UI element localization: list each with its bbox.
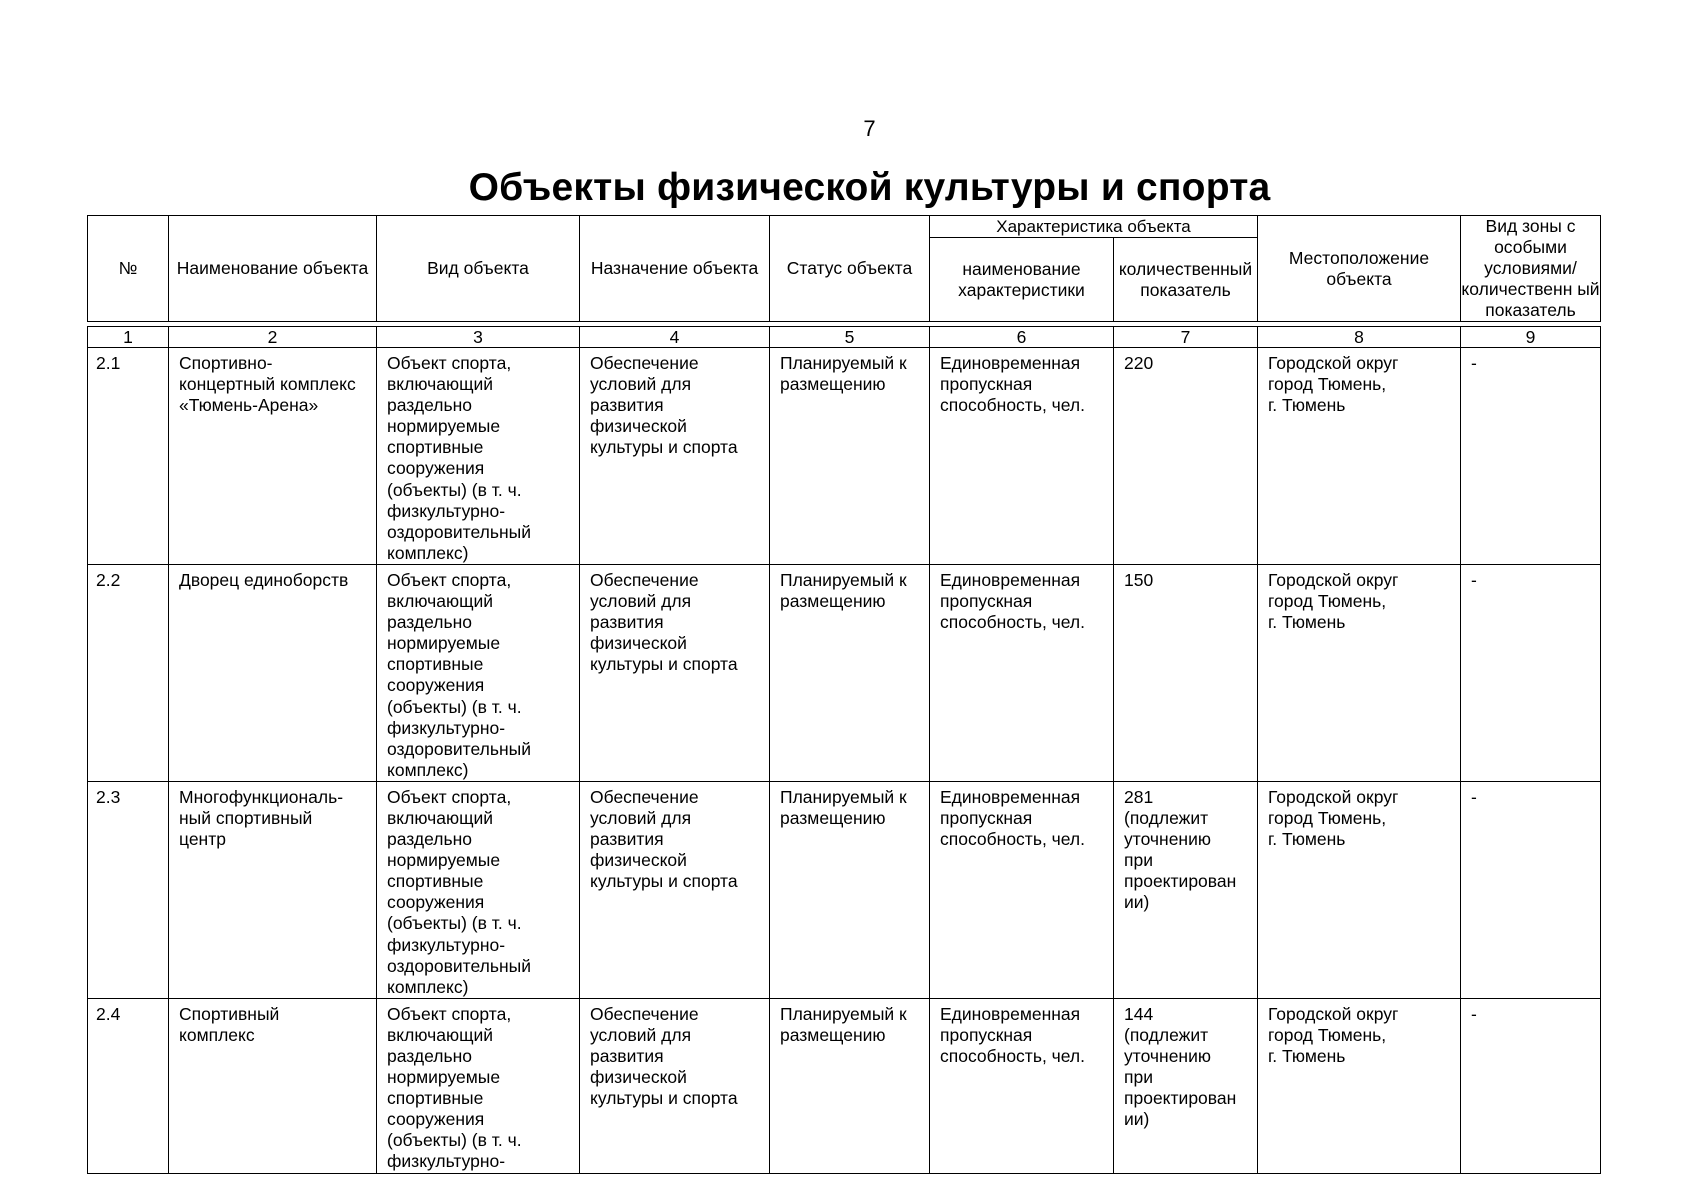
cell-char-name: Единовременная пропускная способность, чел. — [930, 564, 1114, 781]
table-header — [87, 215, 1601, 322]
cell-name: Многофункциональ- ный спортивный центр — [169, 781, 377, 998]
cell-location: Городской округ город Тюмень, г. Тюмень — [1258, 564, 1461, 781]
column-number: 2 — [169, 327, 377, 348]
cell-location: Городской округ город Тюмень, г. Тюмень — [1258, 348, 1461, 565]
column-number-row — [88, 327, 1601, 348]
cell-zone: - — [1461, 781, 1601, 998]
cell-status: Планируемый к размещению — [770, 348, 930, 565]
table-body — [87, 326, 1601, 1174]
header-characteristic: Характеристика объекта — [930, 216, 1258, 238]
cell-name: Спортивный комплекс — [169, 998, 377, 1173]
cell-char-value: 220 — [1114, 348, 1258, 565]
document-title: Объекты физической культуры и спорта — [468, 166, 1271, 209]
cell-name: Спортивно- концертный комплекс «Тюмень-Арена» — [169, 348, 377, 565]
cell-status: Планируемый к размещению — [770, 781, 930, 998]
cell-char-value: 144 (подлежит уточнению при проектирован ии) — [1114, 998, 1258, 1173]
cell-purpose: Обеспечение условий для развития физической культуры и спорта — [580, 348, 770, 565]
header-zone: Вид зоны с особыми условиями/ количественн ый показатель — [1461, 216, 1600, 320]
cell-type: Объект спорта, включающий раздельно нормируемые спортивные сооружения (объекты) (в т. ч. физкультурно- — [377, 998, 580, 1173]
cell-char-name: Единовременная пропускная способность, чел. — [930, 781, 1114, 998]
column-number: 8 — [1258, 327, 1461, 348]
cell-char-value: 281 (подлежит уточнению при проектирован ии) — [1114, 781, 1258, 998]
column-number: 4 — [580, 327, 770, 348]
table-row — [88, 564, 1601, 781]
cell-zone: - — [1461, 564, 1601, 781]
cell-name: Дворец единоборств — [169, 564, 377, 781]
cell-purpose: Обеспечение условий для развития физической культуры и спорта — [580, 564, 770, 781]
column-number: 5 — [770, 327, 930, 348]
cell-no: 2.4 — [88, 998, 169, 1173]
page-number: 7 — [863, 116, 876, 141]
header-char-value: количественный показатель — [1114, 238, 1258, 322]
cell-char-name: Единовременная пропускная способность, чел. — [930, 998, 1114, 1173]
table-row — [88, 781, 1601, 998]
cell-char-value: 150 — [1114, 564, 1258, 781]
cell-location: Городской округ город Тюмень, г. Тюмень — [1258, 998, 1461, 1173]
column-number: 3 — [377, 327, 580, 348]
column-number: 7 — [1114, 327, 1258, 348]
cell-type: Объект спорта, включающий раздельно нормируемые спортивные сооружения (объекты) (в т. ч. физкультурно- оздоровительный комплекс) — [377, 781, 580, 998]
cell-status: Планируемый к размещению — [770, 564, 930, 781]
header-type: Вид объекта — [377, 216, 580, 322]
cell-zone: - — [1461, 998, 1601, 1173]
table-row — [88, 998, 1601, 1173]
cell-char-name: Единовременная пропускная способность, чел. — [930, 348, 1114, 565]
header-name: Наименование объекта — [169, 216, 377, 322]
cell-type: Объект спорта, включающий раздельно нормируемые спортивные сооружения (объекты) (в т. ч. физкультурно- оздоровительный комплекс) — [377, 564, 580, 781]
cell-purpose: Обеспечение условий для развития физической культуры и спорта — [580, 998, 770, 1173]
header-no: № — [88, 216, 169, 322]
cell-no: 2.2 — [88, 564, 169, 781]
header-location: Местоположение объекта — [1258, 216, 1461, 322]
cell-location: Городской округ город Тюмень, г. Тюмень — [1258, 781, 1461, 998]
cell-no: 2.1 — [88, 348, 169, 565]
cell-purpose: Обеспечение условий для развития физической культуры и спорта — [580, 781, 770, 998]
column-number: 9 — [1461, 327, 1601, 348]
table-row — [88, 348, 1601, 565]
cell-status: Планируемый к размещению — [770, 998, 930, 1173]
header-purpose: Назначение объекта — [580, 216, 770, 322]
column-number: 6 — [930, 327, 1114, 348]
column-number: 1 — [88, 327, 169, 348]
cell-no: 2.3 — [88, 781, 169, 998]
header-char-name: наименование характеристики — [930, 238, 1114, 322]
header-status: Статус объекта — [770, 216, 930, 322]
cell-zone: - — [1461, 348, 1601, 565]
cell-type: Объект спорта, включающий раздельно нормируемые спортивные сооружения (объекты) (в т. ч. физкультурно- оздоровительный комплекс) — [377, 348, 580, 565]
